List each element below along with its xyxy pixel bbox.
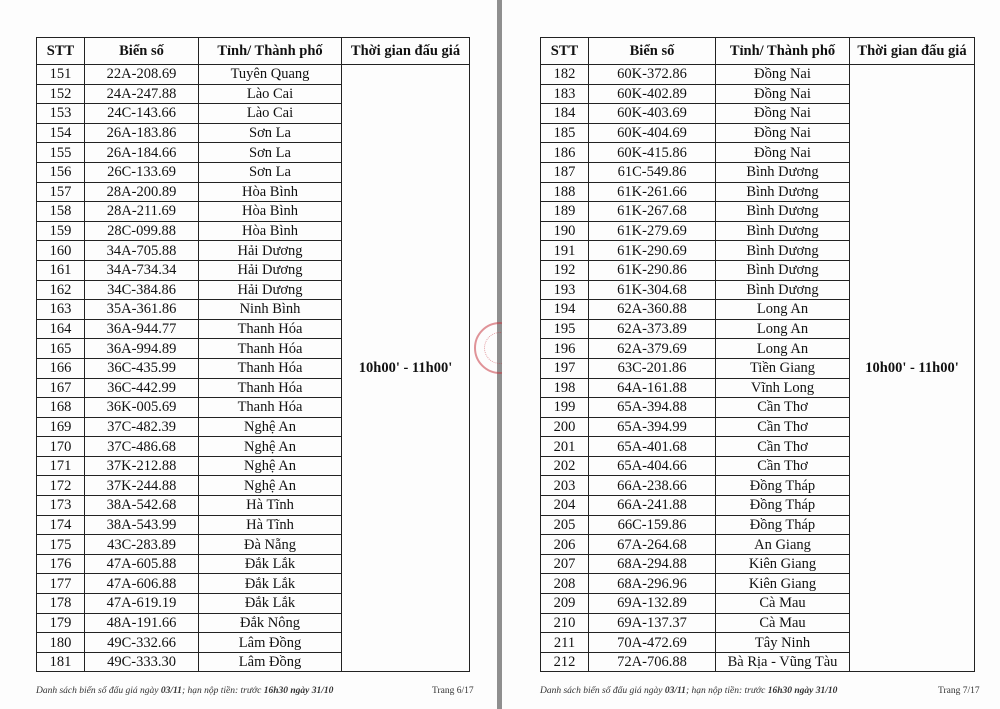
cell-plate: 61K-279.69 [589,221,716,241]
cell-province: Hòa Bình [199,221,342,241]
cell-plate: 43C-283.89 [85,535,199,555]
cell-plate: 68A-296.96 [589,574,716,594]
cell-plate: 61K-290.69 [589,241,716,261]
cell-stt: 158 [37,202,85,222]
cell-province: Hà Tĩnh [199,496,342,516]
header-stt: STT [541,38,589,65]
cell-stt: 160 [37,241,85,261]
cell-stt: 209 [541,594,589,614]
cell-stt: 168 [37,398,85,418]
cell-plate: 36K-005.69 [85,398,199,418]
cell-stt: 152 [37,84,85,104]
cell-province: Đồng Nai [716,123,850,143]
cell-plate: 22A-208.69 [85,65,199,85]
cell-plate: 36A-994.89 [85,339,199,359]
plate-auction-table [540,37,975,672]
cell-stt: 206 [541,535,589,555]
cell-plate: 61C-549.86 [589,162,716,182]
cell-stt: 195 [541,319,589,339]
cell-stt: 173 [37,496,85,516]
cell-province: Long An [716,319,850,339]
cell-province: Ninh Bình [199,300,342,320]
cell-province: Bà Rịa - Vũng Tàu [716,652,850,672]
cell-province: Nghệ An [199,437,342,457]
cell-stt: 205 [541,515,589,535]
cell-stt: 212 [541,652,589,672]
cell-plate: 70A-472.69 [589,633,716,653]
cell-province: Hải Dương [199,280,342,300]
cell-plate: 35A-361.86 [85,300,199,320]
cell-plate: 69A-137.37 [589,613,716,633]
cell-plate: 34C-384.86 [85,280,199,300]
cell-province: Cà Mau [716,613,850,633]
cell-plate: 64A-161.88 [589,378,716,398]
cell-stt: 185 [541,123,589,143]
cell-stt: 180 [37,633,85,653]
cell-stt: 190 [541,221,589,241]
cell-stt: 171 [37,456,85,476]
footer-note: Danh sách biển số đấu giá ngày 03/11; hạn nộp tiền: trước 16h30 ngày 31/10 [36,686,334,696]
cell-province: Lâm Đồng [199,652,342,672]
cell-plate: 36C-435.99 [85,358,199,378]
cell-stt: 194 [541,300,589,320]
cell-province: Bình Dương [716,280,850,300]
cell-province: Đồng Nai [716,143,850,163]
cell-province: Cần Thơ [716,437,850,457]
cell-province: Long An [716,339,850,359]
cell-province: Vĩnh Long [716,378,850,398]
header-plate: Biển số [85,38,199,65]
cell-stt: 163 [37,300,85,320]
cell-stt: 164 [37,319,85,339]
cell-province: Đồng Tháp [716,496,850,516]
cell-province: Thanh Hóa [199,339,342,359]
cell-province: Bình Dương [716,221,850,241]
table-row [37,65,470,85]
cell-plate: 28A-200.89 [85,182,199,202]
table-header-row [37,38,470,65]
cell-province: Thanh Hóa [199,378,342,398]
cell-stt: 175 [37,535,85,555]
header-plate: Biển số [589,38,716,65]
cell-stt: 172 [37,476,85,496]
cell-province: Sơn La [199,143,342,163]
cell-province: Đà Nẵng [199,535,342,555]
page-number: Trang 6/17 [432,686,474,696]
cell-plate: 60K-403.69 [589,104,716,124]
cell-plate: 48A-191.66 [85,613,199,633]
cell-stt: 191 [541,241,589,261]
cell-stt: 189 [541,202,589,222]
cell-province: Tây Ninh [716,633,850,653]
header-province: Tỉnh/ Thành phố [716,38,850,65]
cell-plate: 28A-211.69 [85,202,199,222]
cell-plate: 65A-401.68 [589,437,716,457]
document-page-left [0,0,497,709]
cell-plate: 66A-241.88 [589,496,716,516]
cell-plate: 24C-143.66 [85,104,199,124]
cell-plate: 61K-267.68 [589,202,716,222]
cell-stt: 174 [37,515,85,535]
cell-plate: 37C-486.68 [85,437,199,457]
cell-stt: 208 [541,574,589,594]
cell-stt: 202 [541,456,589,476]
cell-plate: 65A-394.99 [589,417,716,437]
header-time: Thời gian đấu giá [850,38,975,65]
cell-province: Đồng Tháp [716,515,850,535]
cell-plate: 60K-415.86 [589,143,716,163]
cell-province: Đắk Lắk [199,574,342,594]
cell-plate: 72A-706.88 [589,652,716,672]
cell-stt: 181 [37,652,85,672]
cell-stt: 186 [541,143,589,163]
cell-plate: 38A-542.68 [85,496,199,516]
cell-province: Tuyên Quang [199,65,342,85]
cell-stt: 200 [541,417,589,437]
cell-province: Long An [716,300,850,320]
cell-stt: 161 [37,260,85,280]
cell-stt: 154 [37,123,85,143]
cell-stt: 211 [541,633,589,653]
cell-province: Hải Dương [199,241,342,261]
cell-stt: 178 [37,594,85,614]
cell-province: Hải Dương [199,260,342,280]
cell-stt: 199 [541,398,589,418]
cell-stt: 210 [541,613,589,633]
cell-plate: 34A-705.88 [85,241,199,261]
cell-stt: 196 [541,339,589,359]
cell-stt: 207 [541,554,589,574]
header-time: Thời gian đấu giá [342,38,470,65]
cell-plate: 60K-372.86 [589,65,716,85]
cell-stt: 162 [37,280,85,300]
cell-plate: 60K-404.69 [589,123,716,143]
cell-province: Đồng Nai [716,84,850,104]
cell-province: Cần Thơ [716,417,850,437]
cell-plate: 34A-734.34 [85,260,199,280]
cell-province: Đắk Lắk [199,594,342,614]
cell-province: Lâm Đồng [199,633,342,653]
cell-stt: 153 [37,104,85,124]
cell-plate: 67A-264.68 [589,535,716,555]
cell-plate: 68A-294.88 [589,554,716,574]
cell-plate: 49C-332.66 [85,633,199,653]
cell-plate: 38A-543.99 [85,515,199,535]
cell-province: Hà Tĩnh [199,515,342,535]
cell-stt: 184 [541,104,589,124]
cell-stt: 159 [37,221,85,241]
cell-stt: 179 [37,613,85,633]
cell-plate: 37K-244.88 [85,476,199,496]
cell-plate: 47A-619.19 [85,594,199,614]
cell-province: Bình Dương [716,241,850,261]
cell-plate: 47A-605.88 [85,554,199,574]
cell-plate: 26A-183.86 [85,123,199,143]
cell-plate: 49C-333.30 [85,652,199,672]
cell-stt: 187 [541,162,589,182]
cell-plate: 65A-394.88 [589,398,716,418]
cell-plate: 61K-304.68 [589,280,716,300]
cell-plate: 69A-132.89 [589,594,716,614]
cell-province: Cần Thơ [716,456,850,476]
cell-plate: 61K-261.66 [589,182,716,202]
cell-plate: 26A-184.66 [85,143,199,163]
cell-province: Tiền Giang [716,358,850,378]
cell-province: Đắk Nông [199,613,342,633]
cell-stt: 192 [541,260,589,280]
cell-plate: 61K-290.86 [589,260,716,280]
cell-province: Đồng Tháp [716,476,850,496]
cell-plate: 36C-442.99 [85,378,199,398]
cell-plate: 62A-360.88 [589,300,716,320]
cell-plate: 47A-606.88 [85,574,199,594]
cell-plate: 66A-238.66 [589,476,716,496]
cell-stt: 156 [37,162,85,182]
cell-province: Đồng Nai [716,65,850,85]
cell-plate: 60K-402.89 [589,84,716,104]
cell-plate: 37K-212.88 [85,456,199,476]
cell-stt: 167 [37,378,85,398]
cell-stt: 182 [541,65,589,85]
cell-province: Cà Mau [716,594,850,614]
cell-province: Thanh Hóa [199,358,342,378]
cell-stt: 201 [541,437,589,457]
cell-province: Kiên Giang [716,554,850,574]
cell-plate: 62A-379.69 [589,339,716,359]
cell-stt: 166 [37,358,85,378]
cell-province: Bình Dương [716,162,850,182]
footer-note: Danh sách biển số đấu giá ngày 03/11; hạn nộp tiền: trước 16h30 ngày 31/10 [540,686,838,696]
cell-stt: 155 [37,143,85,163]
cell-plate: 37C-482.39 [85,417,199,437]
cell-province: Nghệ An [199,456,342,476]
cell-stt: 183 [541,84,589,104]
header-stt: STT [37,38,85,65]
cell-province: Cần Thơ [716,398,850,418]
cell-province: Bình Dương [716,260,850,280]
cell-province: Nghệ An [199,476,342,496]
plate-auction-table [36,37,470,672]
cell-province: Thanh Hóa [199,398,342,418]
cell-plate: 26C-133.69 [85,162,199,182]
cell-plate: 66C-159.86 [589,515,716,535]
cell-plate: 36A-944.77 [85,319,199,339]
cell-plate: 63C-201.86 [589,358,716,378]
cell-plate: 62A-373.89 [589,319,716,339]
cell-province: Lào Cai [199,104,342,124]
cell-province: Kiên Giang [716,574,850,594]
page-number: Trang 7/17 [938,686,980,696]
cell-province: Bình Dương [716,182,850,202]
table-header-row [541,38,975,65]
document-page-right [502,0,1000,709]
cell-stt: 157 [37,182,85,202]
cell-province: Lào Cai [199,84,342,104]
cell-province: Đồng Nai [716,104,850,124]
cell-stt: 177 [37,574,85,594]
cell-province: Bình Dương [716,202,850,222]
cell-stt: 169 [37,417,85,437]
cell-plate: 65A-404.66 [589,456,716,476]
cell-province: Sơn La [199,123,342,143]
cell-stt: 203 [541,476,589,496]
cell-stt: 197 [541,358,589,378]
cell-province: Thanh Hóa [199,319,342,339]
header-province: Tỉnh/ Thành phố [199,38,342,65]
cell-plate: 24A-247.88 [85,84,199,104]
cell-stt: 204 [541,496,589,516]
cell-stt: 193 [541,280,589,300]
cell-stt: 198 [541,378,589,398]
cell-province: Đắk Lắk [199,554,342,574]
cell-stt: 188 [541,182,589,202]
cell-stt: 165 [37,339,85,359]
cell-auction-time: 10h00' - 11h00' [342,65,470,672]
cell-plate: 28C-099.88 [85,221,199,241]
cell-stt: 176 [37,554,85,574]
cell-province: Hòa Bình [199,202,342,222]
cell-stt: 170 [37,437,85,457]
cell-auction-time: 10h00' - 11h00' [850,65,975,672]
cell-province: Hòa Bình [199,182,342,202]
cell-stt: 151 [37,65,85,85]
cell-province: An Giang [716,535,850,555]
table-row [541,65,975,85]
cell-province: Sơn La [199,162,342,182]
cell-province: Nghệ An [199,417,342,437]
